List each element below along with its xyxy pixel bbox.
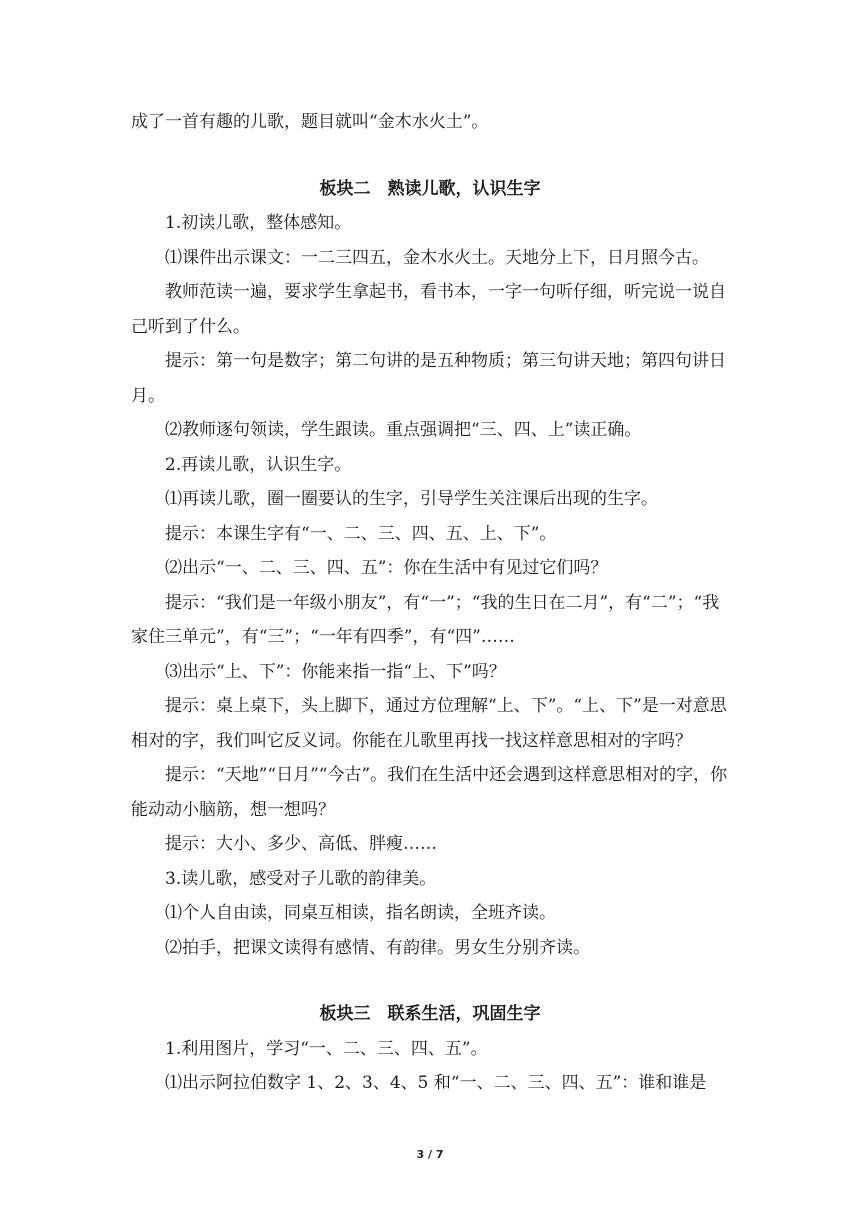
- paragraph: ⑴出示阿拉伯数字 1、2、3、4、5 和“一、二、三、四、五”：谁和谁是: [165, 1073, 707, 1093]
- paragraph: 提示：本课生字有“一、二、三、四、五、上、下”。: [165, 523, 557, 544]
- section-heading-3: 板块三 联系生活，巩固生字: [319, 1004, 541, 1024]
- paragraph: 3.读儿歌，感受对子儿歌的韵律美。: [165, 868, 437, 889]
- paragraph-continuation: 成了一首有趣的儿歌，题目就叫“金木水火土”。: [131, 112, 489, 132]
- section-heading-2: 板块二 熟读儿歌，认识生字: [319, 178, 541, 199]
- page-number: 3 / 7: [416, 1148, 444, 1161]
- paragraph: 2.再读儿歌，认识生字。: [165, 454, 352, 475]
- paragraph: ⑵出示“一、二、三、四、五”：你在生活中有见过它们吗？: [165, 558, 608, 578]
- document-body: [131, 105, 729, 1101]
- paragraph: 提示：大小、多少、高低、胖瘦……: [165, 834, 437, 854]
- paragraph: 提示：第一句是数字；第二句讲的是五种物质；第三句讲天地；第四句讲日月。: [131, 351, 726, 406]
- paragraph: ⑵教师逐句领读，学生跟读。重点强调把“三、四、上”读正确。: [165, 420, 642, 440]
- section-spacer: [131, 140, 729, 172]
- paragraph: ⑴课件出示课文：一二三四五，金木水火土。天地分上下，日月照今古。: [165, 247, 709, 268]
- paragraph: 提示：“我们是一年级小朋友”，有“一”；“我的生日在二月”，有“二”；“我家住三单元”，有“三”；“一年有四季”，有“四”……: [131, 592, 720, 647]
- paragraph: 1.初读儿歌，整体感知。: [165, 213, 352, 233]
- paragraph: 1.利用图片，学习“一、二、三、四、五”。: [165, 1038, 488, 1059]
- paragraph: ⑴再读儿歌，圈一圈要认的生字，引导学生关注课后出现的生字。: [165, 489, 658, 509]
- paragraph: 提示：“天地”“日月”“今古”。我们在生活中还会遇到这样意思相对的字，你能动动小脑筋，想一想吗？: [131, 765, 728, 820]
- paragraph: 提示：桌上桌下，头上脚下，通过方位理解“上、下”。“上、下”是一对意思相对的字，我们叫它反义词。你能在儿歌里再找一找这样意思相对的字吗？: [131, 696, 727, 751]
- paragraph: ⑶出示“上、下”：你能来指一指“上、下”吗？: [165, 661, 506, 682]
- paragraph: ⑵拍手，把课文读得有感情、有韵律。男女生分别齐读。: [165, 937, 590, 958]
- paragraph: ⑴个人自由读，同桌互相读，指名朗读，全班齐读。: [165, 903, 556, 923]
- section-spacer: [131, 965, 729, 997]
- paragraph: 教师范读一遍，要求学生拿起书，看书本，一字一句听仔细，听完说一说自己听到了什么。: [131, 282, 726, 337]
